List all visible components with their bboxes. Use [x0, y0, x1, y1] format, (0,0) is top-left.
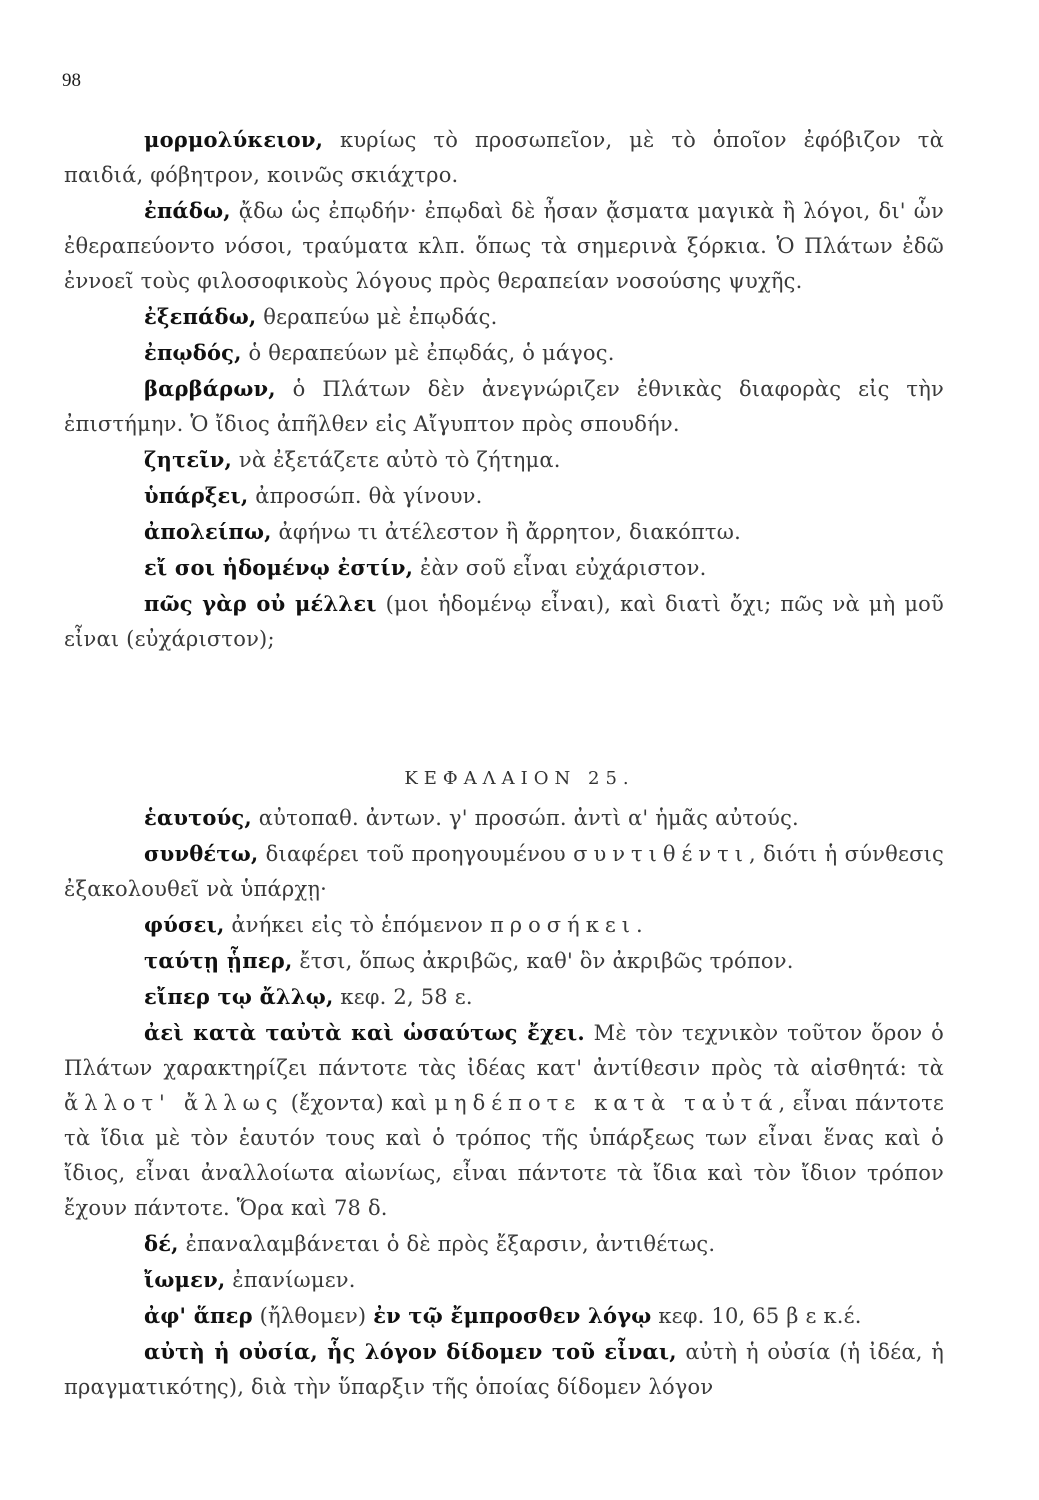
- entry: [64, 122, 944, 193]
- headword: συνθέτω,: [144, 841, 259, 866]
- entry: [64, 514, 944, 550]
- entry: [64, 442, 944, 478]
- headword: ἐπῳδός,: [144, 340, 242, 365]
- gloss: (ἤλθομεν): [252, 1304, 374, 1328]
- gloss: ἀνήκει εἰς τὸ ἑπόμενον: [224, 913, 490, 937]
- entry: [64, 943, 944, 979]
- gloss: κεφ. 2, 58 ε.: [333, 985, 473, 1009]
- spaced-term: μηδέποτε κατὰ ταὐτά: [434, 1091, 779, 1115]
- entry: [64, 1226, 944, 1262]
- headword: ἀφ' ἅπερ: [144, 1303, 253, 1328]
- gloss: ἔτσι, ὅπως ἀκριβῶς, καθ' ὃν ἀκριβῶς τρόπον.: [292, 949, 794, 973]
- headword: φύσει,: [144, 912, 225, 937]
- entry: [64, 193, 944, 299]
- entry: [64, 586, 944, 657]
- gloss: κεφ. 10, 65 β ε κ.έ.: [651, 1304, 862, 1328]
- entry: [64, 550, 944, 586]
- entry: [64, 371, 944, 442]
- gloss: ἐπαναλαμβάνεται ὁ δὲ πρὸς ἔξαρσιν, ἀντιθέτως.: [178, 1232, 716, 1256]
- gloss: νὰ ἐξετάζετε αὐτὸ τὸ ζήτημα.: [232, 448, 561, 472]
- gloss: αὐτὴ ἡ οὐσία (ἡ ἰδέα, ἡ πραγματικότης), διὰ τὴν ὕπαρξιν τῆς ὁποίας δίδομεν λόγον: [64, 1340, 944, 1399]
- entry: [64, 979, 944, 1015]
- glossary-section-2: [64, 800, 944, 1405]
- entry: [64, 478, 944, 514]
- chapter-heading: ΚΕΦΑΛΑΙΟΝ 25.: [404, 768, 635, 789]
- headword: ζητεῖν,: [144, 447, 233, 472]
- headword: ἑαυτούς,: [144, 805, 252, 830]
- gloss: , εἶναι πάντοτε τὰ ἴδια μὲ τὸν ἑαυτόν τους καὶ ὁ τρόπος τῆς ὑπάρξεως των εἶναι ἕνας καὶ ὁ ἴδιος, εἶναι ἀναλλοίωτα αἰωνίως, εἶναι πάντοτε τὰ ἴδια καὶ τὸν ἴδιον τρόπον ἔχουν πάντοτε. Ὅρα καὶ 78 δ.: [64, 1091, 944, 1220]
- headword: ἐπάδω,: [144, 198, 231, 223]
- gloss: ἀπροσώπ. θὰ γίνουν.: [248, 484, 483, 508]
- gloss: κυρίως τὸ προσωπεῖον, μὲ τὸ ὁποῖον ἐφόβιζον τὰ παιδιά, φόβητρον, κοινῶς σκιάχτρο.: [64, 128, 944, 187]
- headword: ἴωμεν,: [144, 1267, 226, 1292]
- spaced-term: συντιθέντι: [573, 842, 749, 866]
- headword: αὐτὴ ἡ οὐσία, ἧς λόγον δίδομεν τοῦ εἶναι,: [144, 1339, 677, 1364]
- headword: ἐξεπάδω,: [144, 304, 257, 329]
- entry: [64, 800, 944, 836]
- entry: [64, 1015, 944, 1226]
- entry: [64, 907, 944, 943]
- headword: ταύτῃ ᾗπερ,: [144, 948, 293, 973]
- entry: [64, 1334, 944, 1405]
- gloss: διαφέρει τοῦ προηγουμένου: [258, 842, 574, 866]
- headword: ἀπολείπω,: [144, 519, 272, 544]
- gloss: ὁ Πλάτων δὲν ἀνεγνώριζεν ἐθνικὰς διαφορὰς εἰς τὴν ἐπιστήμην. Ὁ ἴδιος ἀπῆλθεν εἰς Αἴγυπτον πρὸς σπουδήν.: [64, 377, 944, 436]
- headword: ἀεὶ κατὰ ταὐτὰ καὶ ὡσαύτως ἔχει.: [144, 1020, 585, 1045]
- gloss: ᾄδω ὡς ἐπῳδήν· ἐπῳδαὶ δὲ ἦσαν ᾄσματα μαγικὰ ἢ λόγοι, δι' ὧν ἐθεραπεύοντο νόσοι, τραύματα κλπ. ὅπως τὰ σημερινὰ ξόρκια. Ὁ Πλάτων ἐδῶ ἐννοεῖ τοὺς φιλοσοφικοὺς λόγους πρὸς θεραπείαν νοσούσης ψυχῆς.: [64, 199, 944, 293]
- gloss: (ἔχοντα) καὶ: [283, 1091, 435, 1115]
- headword: πῶς γὰρ οὐ μέλλει: [144, 591, 377, 616]
- spaced-term: προσήκει.: [490, 913, 649, 937]
- headword: εἴ σοι ἡδομένῳ ἐστίν,: [144, 555, 414, 580]
- headword: μορμολύκειον,: [144, 127, 324, 152]
- headword: δέ,: [144, 1231, 179, 1256]
- headword: εἴπερ τῳ ἄλλῳ,: [144, 984, 334, 1009]
- gloss: ἐπανίωμεν.: [225, 1268, 356, 1292]
- gloss: (μοι ἡδομένῳ εἶναι), καὶ διατὶ ὄχι; πῶς νὰ μὴ μοῦ εἶναι (εὐχάριστον);: [64, 592, 944, 651]
- gloss: ὁ θεραπεύων μὲ ἐπῳδάς, ὁ μάγος.: [241, 341, 615, 365]
- gloss: θεραπεύω μὲ ἐπῳδάς.: [256, 305, 498, 329]
- gloss: ἀφήνω τι ἀτέλεστον ἢ ἄρρητον, διακόπτω.: [271, 520, 741, 544]
- entry: [64, 1298, 944, 1334]
- headword: ὑπάρξει,: [144, 483, 249, 508]
- headword: ἐν τῷ ἔμπροσθεν λόγῳ: [373, 1303, 652, 1328]
- gloss: Μὲ τὸν τεχνικὸν τοῦτον ὅρον ὁ Πλάτων χαρακτηρίζει πάντοτε τὰς ἰδέας κατ' ἀντίθεσιν πρὸς τὰ αἰσθητά: τὰ: [64, 1021, 944, 1080]
- entry: [64, 299, 944, 335]
- entry: [64, 335, 944, 371]
- entry: [64, 836, 944, 907]
- gloss: ἐὰν σοῦ εἶναι εὐχάριστον.: [413, 556, 707, 580]
- gloss: , διότι ἡ σύνθεσις ἐξακολουθεῖ νὰ ὑπάρχῃ·: [64, 842, 944, 901]
- gloss: αὐτοπαθ. ἀντων. γ' προσώπ. ἀντὶ α' ἡμᾶς αὐτούς.: [251, 806, 799, 830]
- headword: βαρβάρων,: [144, 376, 276, 401]
- glossary-section-1: [64, 122, 944, 657]
- page-number: 98: [62, 70, 81, 91]
- spaced-term: ἄλλοτ' ἄλλως: [64, 1091, 284, 1115]
- entry: [64, 1262, 944, 1298]
